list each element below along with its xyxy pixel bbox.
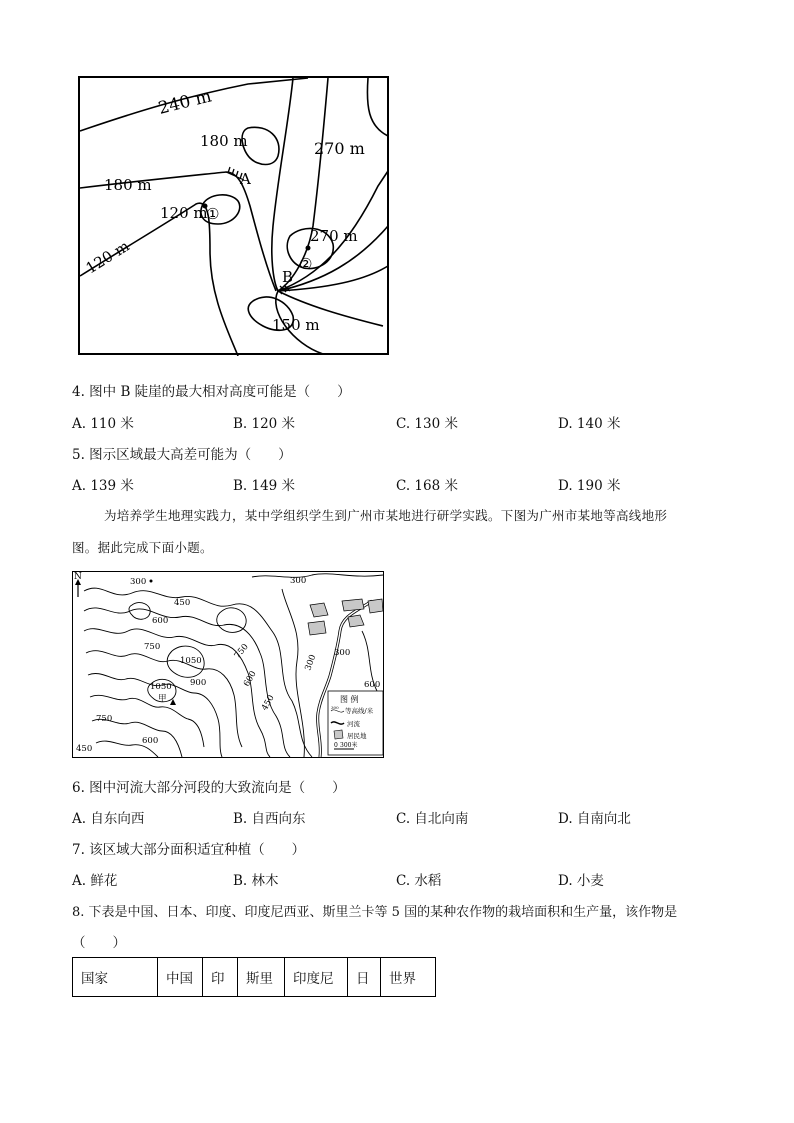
label-1050-a: 1050 — [180, 656, 202, 666]
contour-map-2 — [72, 571, 384, 758]
label-270m-top: 270 m — [314, 139, 365, 158]
q5-option-c[interactable]: C. 168 米 — [396, 478, 458, 494]
label-180m-left: 180 m — [104, 176, 152, 194]
label-point-1: ① — [206, 205, 220, 223]
question-6: 6. 图中河流大部分河段的大致流向是（ ） — [72, 780, 346, 796]
table-header-cell: 斯里 — [238, 958, 285, 997]
table-row — [73, 958, 436, 997]
label-point-a: A — [240, 170, 251, 188]
label-750-b: 750 — [232, 642, 251, 661]
label-300-top-right: 300 — [290, 576, 307, 586]
table-header-cell: 中国 — [158, 958, 203, 997]
q5-option-b[interactable]: B. 149 米 — [233, 478, 296, 494]
q5-option-d[interactable]: D. 190 米 — [558, 478, 621, 494]
q4-option-d[interactable]: D. 140 米 — [558, 416, 621, 432]
q7-option-a[interactable]: A. 鲜花 — [72, 873, 118, 889]
label-point-b: B — [282, 268, 294, 286]
table-header-cell: 世界 — [381, 958, 436, 997]
label-450-a: 450 — [174, 598, 191, 608]
q4-option-c[interactable]: C. 130 米 — [396, 416, 458, 432]
table-header-cell: 印度尼 — [285, 958, 348, 997]
label-120m-left: 120 m — [82, 236, 133, 278]
table-header-cell: 日 — [348, 958, 381, 997]
label-750-c: 750 — [96, 714, 113, 724]
q5-option-a[interactable]: A. 139 米 — [72, 478, 134, 494]
legend-scale-zero: 0 — [334, 742, 338, 749]
q6-option-c[interactable]: C. 自北向南 — [396, 811, 469, 827]
question-8-line-2: （ ） — [72, 935, 126, 951]
label-1050-b: 1050 — [150, 682, 172, 692]
label-240m: 240 m — [156, 86, 214, 119]
label-600-right: 600 — [364, 680, 381, 690]
label-120m-inner: 120 m — [160, 204, 208, 222]
legend-river: 河流 — [347, 720, 360, 728]
label-270m-mid: 270 m — [310, 227, 358, 245]
intro-line-2: 图。据此完成下面小题。 — [72, 540, 213, 555]
label-180m-top: 180 m — [200, 132, 248, 150]
label-600-d: 600 — [142, 736, 159, 746]
label-450-c: 450 — [76, 744, 93, 754]
label-750-a: 750 — [144, 642, 161, 652]
crop-data-table — [72, 957, 436, 997]
label-300-river-left: 300 — [303, 653, 319, 673]
label-300-river-right: 300 — [334, 648, 351, 658]
q4-option-a[interactable]: A. 110 米 — [72, 416, 134, 432]
label-600-a: 600 — [152, 616, 169, 626]
q4-option-b[interactable]: B. 120 米 — [233, 416, 296, 432]
north-label: N — [74, 572, 82, 582]
contour-map-1 — [78, 76, 390, 356]
q6-option-a[interactable]: A. 自东向西 — [72, 811, 145, 827]
question-5: 5. 图示区域最大高差可能为（ ） — [72, 447, 292, 463]
legend-title: 图 例 — [340, 695, 359, 704]
q7-option-d[interactable]: D. 小麦 — [558, 873, 604, 889]
label-150m: 150 m — [272, 316, 320, 334]
q7-option-c[interactable]: C. 水稻 — [396, 873, 442, 889]
question-8-line-1: 8. 下表是中国、日本、印度、印度尼西亚、斯里兰卡等 5 国的某种农作物的栽培面积和生产量，该作物是 — [72, 905, 678, 920]
legend-scale: 300米 — [340, 742, 358, 749]
q6-option-b[interactable]: B. 自西向东 — [233, 811, 306, 827]
q7-option-b[interactable]: B. 林木 — [233, 873, 279, 889]
table-header-cell: 国家 — [73, 958, 158, 997]
legend-contour-sample: 300 — [331, 705, 339, 710]
q6-option-d[interactable]: D. 自南向北 — [558, 811, 631, 827]
label-jia: 甲 — [158, 694, 167, 704]
label-point-2: ② — [299, 255, 313, 273]
legend-settlement: 居民地 — [347, 732, 367, 740]
table-header-cell: 印 — [203, 958, 238, 997]
label-900-a: 900 — [190, 678, 207, 688]
label-300-top-left: 300 — [130, 577, 147, 587]
label-600-b: 600 — [241, 669, 259, 689]
label-450-b: 450 — [259, 693, 277, 713]
intro-line-1: 为培养学生地理实践力，某中学组织学生到广州市某地进行研学实践。下图为广州市某地等高线地形 — [104, 508, 668, 523]
question-7: 7. 该区域大部分面积适宜种植（ ） — [72, 842, 306, 858]
legend-contour: 等高线/米 — [345, 707, 374, 715]
question-4: 4. 图中 B 陡崖的最大相对高度可能是（ ） — [72, 384, 351, 400]
